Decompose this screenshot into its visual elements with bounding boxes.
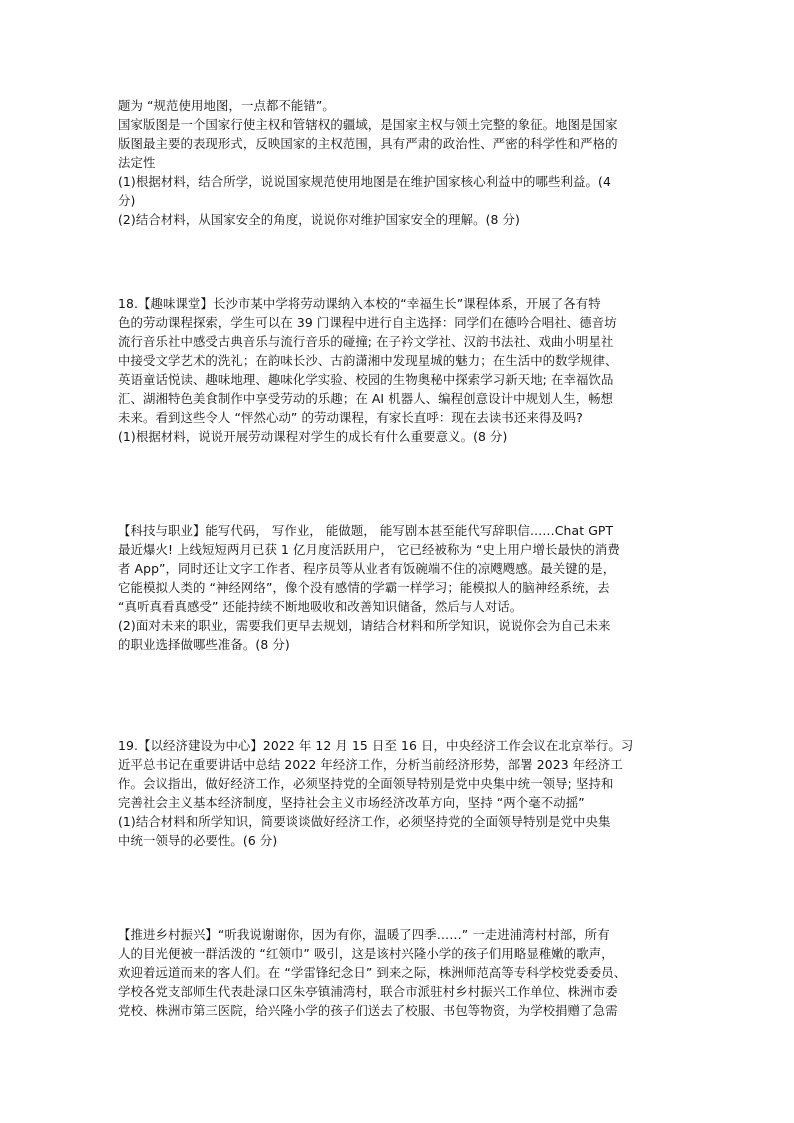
question-18 <box>118 294 678 446</box>
text-line: 分) <box>118 193 136 208</box>
text-line: 党校、株洲市第三医院，给兴隆小学的孩子们送去了校服、书包等物资，为学校捐赠了急需 <box>118 1003 618 1018</box>
text-line: 作。会议指出，做好经济工作，必须坚持党的全面领导特别是党中央集中统一领导; 坚持和 <box>118 776 614 791</box>
text-line: 国家版图是一个国家行使主权和管辖权的疆域，是国家主权与领土完整的象征。地图是国家 <box>118 117 618 132</box>
text-line: 【推进乡村振兴】“听我说谢谢你，因为有你，温暖了四季……” 一走进浦湾村村部，所有 <box>118 927 610 942</box>
text-line: “真听真看真感受” 还能持续不断地吸收和改善知识储备，然后与人对话。 <box>118 599 523 614</box>
text-line: 它能模拟人类的 “神经网络”，像个没有感情的学霸一样学习；能模拟人的脑神经系统，去 <box>118 580 610 595</box>
text-line: (2)面对未来的职业，需要我们更早去规划，请结合材料和所学知识，说说你会为自己未来 <box>118 618 611 633</box>
text-line: (1)结合材料和所学知识，简要谈谈做好经济工作，必须坚持党的全面领导特别是党中央集 <box>118 814 611 829</box>
text-line: 欢迎着远道而来的客人们。在 “学雷锋纪念日” 到来之际，株洲师范高等专科学校党委委员、 <box>118 965 627 980</box>
text-line: (1)根据材料，结合所学，说说国家规范使用地图是在维护国家核心利益中的哪些利益。(4 <box>118 174 611 189</box>
section-tech-career <box>118 521 678 654</box>
text-line: 学校各党支部师生代表赴渌口区朱亭镇浦湾村，联合市派驻村乡村振兴工作单位、株洲市委 <box>118 984 618 999</box>
text-line: 题为 “规范使用地图，一点都不能错”。 <box>118 98 335 113</box>
text-line: 法定性 <box>118 155 156 170</box>
text-line: 者 App”，同时还让文字工作者、程序员等从业者有饭碗端不住的凉飕飕感。最关键的是， <box>118 561 616 576</box>
text-line: 最近爆火! 上线短短两月已获 1 亿月度活跃用户， 它已经被称为 “史上用户增长最快的消费 <box>118 542 620 557</box>
text-line: 完善社会主义基本经济制度，坚持社会主义市场经济改革方向，坚持 “两个毫不动摇” <box>118 795 585 810</box>
text-line: (1)根据材料，说说开展劳动课程对学生的成长有什么重要意义。(8 分) <box>118 429 508 444</box>
text-line: 人的目光便被一群活泼的 “红领巾” 吸引，这是该村兴隆小学的孩子们用略显稚嫩的歌声， <box>118 946 614 961</box>
text-line: 近平总书记在重要讲话中总结 2022 年经济工作，分析当前经济形势，部署 2023 年经济工 <box>118 757 623 772</box>
text-line: 【科技与职业】能写代码， 写作业， 能做题， 能写剧本甚至能代写辞职信……Chat GPT <box>118 523 614 538</box>
text-line: 未来。看到这些令人 “怦然心动” 的劳动课程，有家长直呼：现在去读书还来得及吗? <box>118 410 583 425</box>
section-map-question <box>118 96 678 229</box>
question-19 <box>118 736 678 850</box>
text-line: 中统一领导的必要性。(6 分) <box>118 833 278 848</box>
text-line: 流行音乐社中感受古典音乐与流行音乐的碰撞; 在子衿文学社、汉韵书法社、戏曲小明星社 <box>118 334 614 349</box>
text-line: 中接受文学艺术的洗礼；在韵味长沙、古韵潇湘中发现星城的魅力；在生活中的数学规律、 <box>118 353 618 368</box>
text-line: 汇、湖湘特色美食制作中享受劳动的乐趣；在 AI 机器人、编程创意设计中规划人生，畅想 <box>118 391 614 406</box>
question-heading-line: 18.【趣味课堂】长沙市某中学将劳动课纳入本校的“幸福生长”课程体系，开展了各有特 <box>118 296 601 311</box>
text-line: 的职业选择做哪些准备。(8 分) <box>118 637 290 652</box>
question-heading-line: 19.【以经济建设为中心】2022 年 12 月 15 日至 16 日，中央经济工作会议在北京举行。习 <box>118 738 634 753</box>
text-line: 版图最主要的表现形式，反映国家的主权范围，具有严肃的政治性、严密的科学性和严格的 <box>118 136 618 151</box>
text-line: 色的劳动课程探索，学生可以在 39 门课程中进行自主选择：同学们在德吟合唱社、德音坊 <box>118 315 617 330</box>
text-line: (2)结合材料，从国家安全的角度，说说你对维护国家安全的理解。(8 分) <box>118 212 520 227</box>
text-line: 英语童话悦读、趣味地理、趣味化学实验、校园的生物奥秘中探索学习新天地; 在幸福饮品 <box>118 372 614 387</box>
section-rural-revitalization <box>118 925 678 1020</box>
